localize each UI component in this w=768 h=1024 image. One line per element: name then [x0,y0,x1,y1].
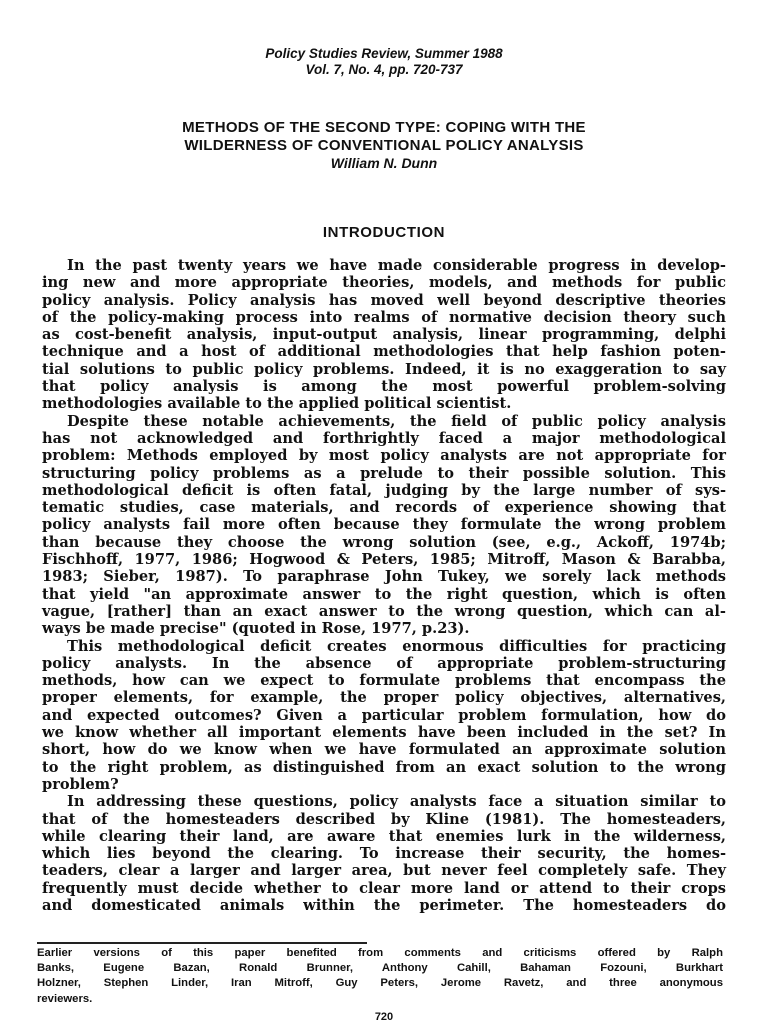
body-line: policy analysts. In the absence of appropriate problem-structuring [42,654,726,672]
body-line: of the policy-making process into realms of normative decision theory such [42,308,726,326]
body-line: policy analysis. Policy analysis has moved well beyond descriptive theories [42,291,726,309]
article-author: William N. Dunn [330,155,438,171]
article-title-line-2: WILDERNESS OF CONVENTIONAL POLICY ANALYSIS [184,137,584,154]
journal-name-line: Policy Studies Review, Summer 1988 [265,46,503,61]
footnote [37,946,723,1007]
body-line: proper elements, for example, the proper policy objectives, alternatives, [42,689,726,707]
body-line: tial solutions to public policy problems. Indeed, it is no exaggeration to say [42,360,726,378]
body-line: that of the homesteaders described by Kline (1981). The homesteaders, [42,810,726,828]
body-text [42,257,726,914]
body-line: which lies beyond the clearing. To increase their security, the homes- [42,845,726,863]
body-line: frequently must decide whether to clear more land or attend to their crops [42,879,726,897]
body-line: has not acknowledged and forthrightly faced a major methodological [42,429,726,447]
body-line: In the past twenty years we have made considerable progress in develop- [67,257,726,274]
footnote-divider [37,942,367,944]
body-line: 1983; Sieber, 1987). To paraphrase John Tukey, we sorely lack methods [42,568,726,586]
body-line: we know whether all important elements have been included in the set? In [42,724,726,742]
article-title [0,119,768,155]
body-line: problem? [42,775,119,793]
body-line: In addressing these questions, policy analysts face a situation similar to [67,793,726,811]
article-title-line-1: METHODS OF THE SECOND TYPE: COPING WITH THE [182,119,586,136]
body-line: structuring policy problems as a prelude to their possible solution. This [42,464,726,482]
body-line: and expected outcomes? Given a particular problem formulation, how do [42,706,726,724]
body-line: Despite these notable achievements, the field of public policy analysis [67,412,726,430]
footnote-line: reviewers. [37,992,93,1005]
body-line: that yield "an approximate answer to the right question, which is often [42,585,726,603]
page-number: 720 [374,1011,394,1023]
body-line: as cost-benefit analysis, input-output analysis, linear programming, delphi [42,326,726,344]
journal-volume-line: Vol. 7, No. 4, pp. 720-737 [305,62,463,77]
body-line: ways be made precise" (quoted in Rose, 1977, p.23). [42,620,470,638]
body-line: methodological deficit is often fatal, judging by the large number of sys- [42,481,726,499]
body-line: Fischhoff, 1977, 1986; Hogwood & Peters, 1985; Mitroff, Mason & Barabba, [42,551,726,569]
footnote-line: Holzner, Stephen Linder, Iran Mitroff, Guy Peters, Jerome Ravetz, and three anonymous [37,977,723,990]
body-line: policy analysts fail more often because they formulate the wrong problem [42,516,726,534]
body-line: methods, how can we expect to formulate problems that encompass the [42,672,726,690]
body-line: and domesticated animals within the perimeter. The homesteaders do [42,896,726,914]
journal-citation [0,46,768,78]
body-line: tematic studies, case materials, and records of experience showing that [42,499,726,517]
body-line: technique and a host of additional methodologies that help fashion poten- [42,343,726,361]
section-heading: INTRODUCTION [322,224,446,241]
body-line: ing new and more appropriate theories, models, and methods for public [42,274,726,292]
body-line: that policy analysis is among the most powerful problem-solving [42,378,726,396]
footnote-line: Earlier versions of this paper benefited from comments and criticisms offered by Ralph [37,947,723,959]
body-line: than because they choose the wrong solution (see, e.g., Ackoff, 1974b; [42,533,726,551]
body-line: while clearing their land, are aware that enemies lurk in the wilderness, [42,827,726,845]
body-line: problem: Methods employed by most policy analysts are not appropriate for [42,447,726,465]
footnote-line: Banks, Eugene Bazan, Ronald Brunner, Anthony Cahill, Bahaman Fozouni, Burkhart [37,962,723,975]
body-line: short, how do we know when we have formulated an approximate solution [42,741,726,759]
body-line: methodologies available to the applied political scientist. [42,395,512,413]
body-line: vague, [rather] than an exact answer to the wrong question, which can al- [42,602,726,620]
body-line: teaders, clear a larger and larger area, but never feel completely safe. They [42,862,726,880]
body-line: This methodological deficit creates enormous difficulties for practicing [67,637,726,655]
body-line: to the right problem, as distinguished from an exact solution to the wrong [42,758,726,776]
